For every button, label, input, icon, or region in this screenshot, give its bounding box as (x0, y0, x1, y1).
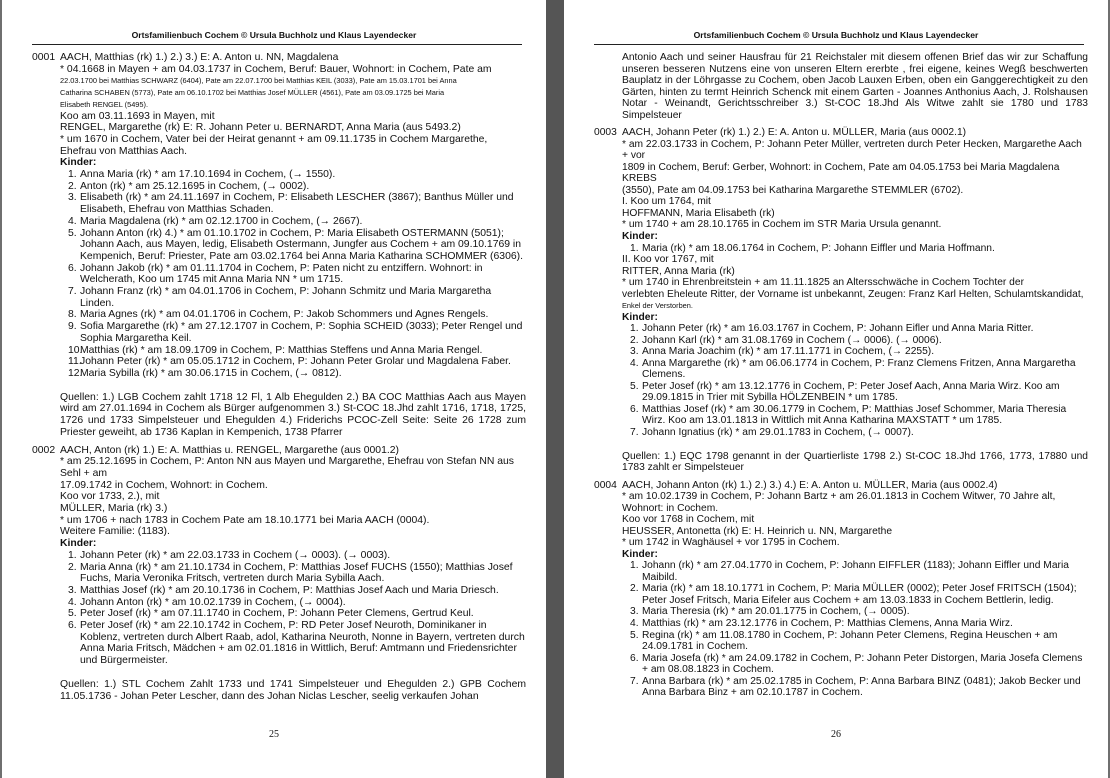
list-item (622, 427, 1088, 439)
child-text: Matthias (rk) * am 18.09.1709 in Cochem, P: Matthias Steffens und Anna Maria Rengel. (80, 344, 483, 356)
child-number: 2. (68, 180, 77, 192)
entry-line: RITTER, Anna Maria (rk) (622, 265, 735, 277)
child-text: Matthias Josef (rk) * am 20.10.1736 in Cochem, P: Matthias Josef Aach und Maria Driesch. (80, 584, 499, 596)
child-text: Johann Anton (rk) 4.) * am 01.10.1702 in Cochem, P: Maria Elisabeth OSTERMANN (5051); Johann Aach, aus Mayen, ledig, Elisabeth Ostermann, Jungfer aus Cochem + am 09.10.1769 in Kempenich, Beruf: Priester, Pate am 03.02.1764 bei Anna Maria Katharina SCHOMMER (6306). (80, 227, 523, 262)
list-item (60, 608, 526, 620)
entry-id: 0003 (594, 127, 617, 139)
list-item (622, 606, 1088, 618)
child-text: Anna Maria Joachim (rk) * am 17.11.1771 in Cochem, (→ 2255). (642, 346, 935, 358)
entry-line: 1809 in Cochem, Beruf: Gerber, Wohnort: in Cochem, Pate am 04.05.1753 bei Maria Magdalena KREBS (622, 161, 1060, 185)
child-text: Maria Sybilla (rk) * am 30.06.1715 in Cochem, (→ 0812). (80, 367, 342, 379)
list-item (60, 216, 526, 228)
child-text: Anton (rk) * am 25.12.1695 in Cochem, (→ 0002). (80, 180, 310, 192)
list-item (60, 368, 526, 380)
child-number: 2. (630, 334, 639, 346)
child-number: 5. (630, 629, 639, 641)
child-number: 12. (68, 367, 83, 379)
child-text: Maria Josefa (rk) * am 24.09.1782 in Cochem, P: Johann Peter Distorgen, Maria Josefa Clemens + am 08.08.1823 in Cochem. (642, 652, 1083, 676)
header-rule (32, 44, 522, 45)
child-number: 6. (630, 403, 639, 415)
child-text: Peter Josef (rk) * am 22.10.1742 in Cochem, P: RD Peter Josef Neuroth, Dominikaner in Koblenz, vertreten durch Albert Raab, adol, Katharina Neuroth, Nonne in Bayern, vertreten durch Anna Maria Fritsch, Mädchen + am 02.01.1816 in Wittlich, Beruf: Amtmann und Friedensrichter und Bürgermeister. (80, 620, 525, 667)
list-item (622, 676, 1088, 699)
children-list (60, 550, 526, 667)
child-number: 3. (630, 606, 639, 618)
child-text: Johann Peter (rk) * am 22.03.1733 in Cochem (→ 0003). (→ 0003). (80, 549, 391, 561)
kinder-label: Kinder: (622, 548, 658, 560)
list-item (622, 358, 1088, 381)
entry-line: verlebten Eheleute Ritter, der Vorname ist unbekannt, Zeugen: Franz Karl Helten, Schulamtskandidat, (622, 288, 1084, 300)
page-number: 25 (269, 729, 279, 740)
entry-line: 22.03.1700 bei Matthias SCHWARZ (6404), Pate am 22.07.1700 bei Matthias KEIL (3033), Pate am 15.03.1701 bei Anna (60, 76, 457, 86)
child-text: Johann Peter (rk) * am 05.05.1712 in Cochem, P: Johann Peter Grolar und Magdalena Faber. (80, 356, 511, 368)
list-item (60, 356, 526, 368)
entry-line: * um 1670 in Cochem, Vater bei der Heirat genannt + am 09.11.1735 in Cochem Margarethe, (60, 133, 488, 145)
right-page-content (594, 52, 1088, 705)
right-page (564, 0, 1108, 778)
entry-line: (3550), Pate am 04.09.1753 bei Katharina Margarethe STEMMLER (6702). (622, 184, 964, 196)
child-text: Johann Ignatius (rk) * am 29.01.1783 in Cochem, (→ 0007). (642, 427, 914, 438)
list-item (622, 560, 1088, 583)
header-rule (594, 44, 1084, 45)
entry-line: Koo vor 1768 in Cochem, mit (622, 514, 755, 526)
list-item (622, 381, 1088, 404)
entry-line: Enkel der Verstorben. (622, 301, 693, 311)
entry-line: * um 1740 + am 28.10.1765 in Cochem im STR Maria Ursula genannt. (622, 219, 942, 231)
child-number: 10. (68, 344, 83, 356)
entry-id: 0001 (32, 52, 56, 63)
child-number: 9. (68, 321, 77, 333)
list-item (622, 323, 1088, 335)
entry-line: 17.09.1742 in Cochem, Wohnort: in Cochem. (60, 479, 268, 491)
entry-line: Catharina SCHABEN (5773), Pate am 06.10.1702 bei Matthias Josef MÜLLER (4561), Pate am 03.09.1725 bei Maria (60, 88, 445, 98)
entry-line: AACH, Anton (rk) 1.) E: A. Matthias u. RENGEL, Margarethe (aus 0001.2) (60, 444, 399, 456)
child-number: 1. (630, 560, 639, 572)
child-number: 4. (630, 617, 639, 629)
page-number: 26 (831, 729, 841, 740)
list-item (60, 562, 526, 585)
child-number: 6. (68, 262, 77, 274)
children-list (622, 323, 1088, 438)
page-gutter (546, 0, 564, 778)
list-item (60, 263, 526, 286)
child-number: 2. (630, 583, 639, 595)
list-item (622, 404, 1088, 427)
child-text: Matthias (rk) * am 23.12.1776 in Cochem, P: Matthias Clemens, Anna Maria Wirz. (642, 617, 1013, 629)
child-number: 4. (630, 357, 639, 369)
entry-line: Weitere Familie: (1183). (60, 526, 170, 538)
kinder-label: Kinder: (622, 311, 658, 323)
child-text: Matthias Josef (rk) * am 30.06.1779 in Cochem, P: Matthias Josef Schommer, Maria Theresia Wirz. Koo am 13.01.1813 in Wittlich mit Anna Katharina MAXSTATT * um 1785. (642, 403, 1067, 427)
entry-0001 (32, 52, 526, 439)
entry-line: MÜLLER, Maria (rk) 3.) (60, 503, 168, 515)
child-text: Johann (rk) * am 27.04.1770 in Cochem, P: Johann EIFFLER (1183); Johann Eiffler und Maria Maibild. (642, 560, 1069, 583)
child-text: Johann Peter (rk) * am 16.03.1767 in Cochem, P: Johann Eifler und Anna Maria Ritter. (642, 323, 1034, 335)
child-number: 1. (630, 242, 639, 254)
list-item (60, 345, 526, 357)
child-number: 6. (68, 620, 77, 632)
entry-line: Koo am 03.11.1693 in Mayen, mit (60, 110, 215, 122)
child-number: 8. (68, 309, 77, 321)
child-text: Maria Anna (rk) * am 21.10.1734 in Cochem, P: Matthias Josef FUCHS (1550); Matthias Josef Fuchs, Maria Veronika Fritsch, vertreten durch Maria Sybilla Aach. (80, 561, 513, 585)
list-item (60, 620, 526, 667)
entry-line: * um 1706 + nach 1783 in Cochem Pate am 18.10.1771 bei Maria AACH (0004). (60, 514, 430, 526)
child-text: Anna Maria (rk) * am 17.10.1694 in Cochem, (→ 1550). (80, 169, 336, 181)
continuation-text: Antonio Aach und seiner Hausfrau für 21 Reichstaler mit diesem offenen Brief das wir zur Schaffung unseren besseren Nutzens eine von unseren Eltern ererbte , frei eigene, keines Wegß beschwerten Bauplatz in der Löhrgasse zu Cochem, oben Jacob Lauxen Erben, oben ein Ganggerechtigkeit zu den Gärten, hinten zu termt Heinrich Schenck mit einem Garten - Joannes Anthonius Aach, J. Rolshausen Notar - Weinandt, Gerichtsschreiber 3.) St-COC 18.Jhd Als Witwe zahlt sie 1780 und 1783 Simpelsteuer (622, 52, 1088, 121)
entry-line: Elisabeth RENGEL (5495). (60, 99, 149, 109)
child-number: 11. (68, 356, 82, 368)
child-number: 4. (68, 596, 77, 608)
entry-line: I. Koo um 1764, mit (622, 196, 711, 208)
list-item (622, 583, 1088, 606)
list-item (622, 630, 1088, 653)
child-text: Peter Josef (rk) * am 13.12.1776 in Cochem, P: Peter Josef Aach, Anna Maria Wirz. Koo am 29.09.1815 in Trier mit Sybilla HÖLZENBEIN * um 1785. (642, 380, 1060, 404)
children-list (60, 169, 526, 380)
kinder-label: Kinder: (622, 230, 658, 242)
child-number: 5. (68, 227, 77, 239)
list-item (60, 228, 526, 263)
child-number: 7. (630, 427, 639, 438)
child-number: 7. (68, 286, 77, 298)
child-number: 3. (68, 584, 77, 596)
entry-line: Ehefrau von Matthias Aach. (60, 145, 188, 157)
child-text: Maria (rk) * am 18.06.1764 in Cochem, P: Johann Eiffler und Maria Hoffmann. (642, 242, 995, 254)
list-item (60, 597, 526, 609)
child-text: Johann Anton (rk) * am 10.02.1739 in Cochem, (→ 0004). (80, 596, 346, 608)
child-number: 5. (630, 380, 639, 392)
child-number: 6. (630, 652, 639, 664)
child-text: Anna Margarethe (rk) * am 06.06.1774 in Cochem, P: Franz Clemens Fritzen, Anna Margaretha Clemens. (642, 357, 1076, 381)
list-item (60, 192, 526, 215)
entry-line: * am 22.03.1733 in Cochem, P: Johann Peter Müller, vertreten durch Peter Hecken, Margarethe Aach + vor (622, 138, 1082, 162)
sources-text: Quellen: 1.) LGB Cochem zahlt 1718 12 Fl, 1 Alb Ehegulden 2.) BA COC Matthias Aach aus Mayen wird am 27.01.1694 in Cochem als Bürger aufgenommen 3.) St-COC 18.Jhd zahlt 1716, 1718, 1725, 1726 und 1733 Simpelsteuer und Ehegulden 4.) Friderichs PCOC-Zell Seite: Seite 26 1728 zum Priester geweiht, ab 1736 Kaplan in Kempenich, 1738 Pfarrer (60, 391, 526, 438)
left-page (2, 0, 546, 778)
children-list (622, 243, 1088, 255)
entry-line: AACH, Johann Peter (rk) 1.) 2.) E: A. Anton u. MÜLLER, Maria (aus 0002.1) (622, 127, 967, 139)
kinder-label: Kinder: (60, 157, 97, 169)
entry-line: AACH, Johann Anton (rk) 1.) 2.) 3.) 4.) E: A. Anton u. MÜLLER, Maria (aus 0002.4) (622, 479, 998, 491)
child-number: 1. (630, 323, 639, 335)
entry-id: 0004 (594, 479, 617, 491)
entry-0004 (594, 480, 1088, 699)
child-text: Sofia Margarethe (rk) * am 27.12.1707 in Cochem, P: Sophia SCHEID (3033); Peter Rengel und Sophia Margaretha Keil. (80, 321, 523, 344)
child-text: Johann Karl (rk) * am 31.08.1769 in Cochem (→ 0006). (→ 0006). (642, 334, 942, 346)
child-number: 4. (68, 215, 77, 227)
list-item (60, 321, 526, 344)
entry-line: * 04.1668 in Mayen + am 04.03.1737 in Cochem, Beruf: Bauer, Wohnort: in Cochem, Pate am (60, 63, 492, 75)
entry-line: HOFFMANN, Maria Elisabeth (rk) (622, 207, 775, 219)
entry-line: * am 10.02.1739 in Cochem, P: Johann Bartz + am 26.01.1813 in Cochem Witwer, 70 Jahre alt, (622, 491, 1056, 503)
sources-text: Quellen: 1.) EQC 1798 genannt in der Quartierliste 1798 2.) St-COC 18.Jhd 1766, 1773, 17880 und 1783 zahlt er Simpelsteuer (622, 450, 1088, 474)
entry-line: HEUSSER, Antonetta (rk) E: H. Heinrich u. NN, Margarethe (622, 525, 893, 537)
child-number: 1. (68, 169, 77, 181)
list-item (60, 309, 526, 321)
child-number: 7. (630, 675, 639, 687)
list-item (60, 585, 526, 597)
entry-id: 0002 (32, 444, 56, 456)
sources-text: Quellen: 1.) STL Cochem Zahlt 1733 und 1741 Simpelsteuer und Ehegulden 2.) GPB Cochem 11.05.1736 - Johan Peter Lescher, dann des Johan Niclas Lescher, seelig verkaufen Johan (60, 678, 526, 702)
child-text: Elisabeth (rk) * am 24.11.1697 in Cochem, P: Elisabeth LESCHER (3867); Banthus Müller und Elisabeth, Ehefrau von Matthias Schaden. (80, 192, 514, 216)
entry-0002 (32, 445, 526, 703)
list-item (622, 335, 1088, 347)
entry-line: AACH, Matthias (rk) 1.) 2.) 3.) E: A. Anton u. NN, Magdalena (60, 52, 339, 63)
child-text: Maria Agnes (rk) * am 04.01.1706 in Cochem, P: Jakob Schommers und Agnes Rengels. (80, 309, 489, 321)
list-item (622, 653, 1088, 676)
list-item (622, 243, 1088, 255)
child-number: 3. (630, 346, 639, 358)
entry-line: Wohnort: in Cochem. (622, 502, 719, 514)
kinder-label: Kinder: (60, 538, 97, 550)
entry-line: Koo vor 1733, 2.), mit (60, 491, 160, 503)
running-header: Ortsfamilienbuch Cochem © Ursula Buchholz und Klaus Layendecker (693, 30, 979, 40)
entry-line: * am 25.12.1695 in Cochem, P: Anton NN aus Mayen und Margarethe, Ehefrau von Stefan NN aus Sehl + am (60, 456, 514, 479)
running-header: Ortsfamilienbuch Cochem © Ursula Buchholz und Klaus Layendecker (131, 30, 417, 40)
entry-line: II. Koo vor 1767, mit (622, 254, 714, 266)
child-text: Johann Franz (rk) * am 04.01.1706 in Cochem, P: Johann Schmitz und Maria Margaretha Linden. (80, 286, 492, 309)
list-item (60, 169, 526, 181)
child-text: Maria Theresia (rk) * am 20.01.1775 in Cochem, (→ 0005). (642, 606, 910, 618)
child-text: Maria (rk) * am 18.10.1771 in Cochem, P: Maria MÜLLER (0002); Peter Josef FRITSCH (1504); Peter Josef Fritsch, Maria Eifeler aus Cochem + am 13.03.1833 in Cochem Bettlerin, ledig. (642, 583, 1077, 606)
list-item (60, 181, 526, 193)
children-list (622, 560, 1088, 698)
entry-line: * um 1740 in Ehrenbreitstein + am 11.11.1825 an Altersschwäche in Cochem Tochter der (622, 277, 1024, 289)
left-page-content (32, 52, 526, 708)
child-text: Peter Josef (rk) * am 07.11.1740 in Cochem, P: Johann Peter Clemens, Gertrud Keul. (80, 608, 474, 620)
child-number: 3. (68, 192, 77, 204)
entry-line: * um 1742 in Waghäusel + vor 1795 in Cochem. (622, 537, 840, 549)
child-number: 5. (68, 608, 77, 620)
list-item (622, 346, 1088, 358)
child-text: Regina (rk) * am 11.08.1780 in Cochem, P: Johann Peter Clemens, Regina Heuschen + am 24.09.1781 in Cochem. (642, 629, 1058, 653)
list-item (60, 550, 526, 562)
list-item (622, 618, 1088, 630)
child-text: Maria Magdalena (rk) * am 02.12.1700 in Cochem, (→ 2667). (80, 215, 363, 227)
entry-line: RENGEL, Margarethe (rk) E: R. Johann Peter u. BERNARDT, Anna Maria (aus 5493.2) (60, 122, 461, 134)
child-number: 1. (68, 549, 77, 561)
child-text: Johann Jakob (rk) * am 01.11.1704 in Cochem, P: Paten nicht zu entziffern. Wohnort: in Welcherath, Koo um 1745 mit Anna Maria NN * um 1715. (80, 262, 483, 286)
child-number: 2. (68, 561, 77, 573)
entry-0003 (594, 127, 1088, 473)
child-text: Anna Barbara (rk) * am 25.02.1785 in Cochem, P: Anna Barbara BINZ (0481); Jakob Becker und Anna Barbara Binz + am 02.10.1787 in Cochem. (642, 675, 1081, 699)
list-item (60, 286, 526, 309)
